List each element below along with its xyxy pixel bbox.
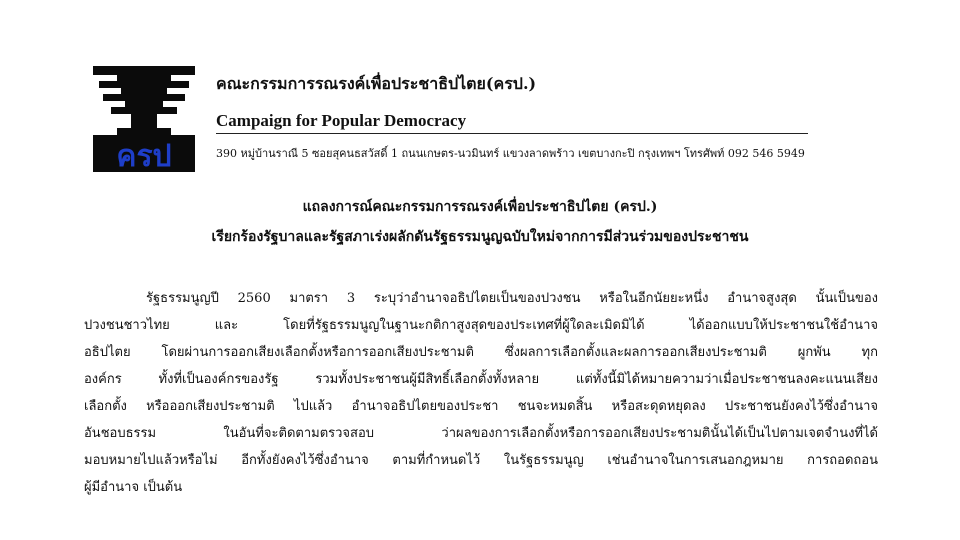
- krp-logo-icon: [93, 66, 195, 172]
- body-line-2: ปวงชนชาวไทย และ โดยที่รัฐธรรมนูญในฐานะกติกาสูงสุดของประเทศที่ผู้ใดละเมิดมิได้ ได้ออกแบบให้ประชาชนใช้อำนาจ: [84, 318, 878, 333]
- org-name-english: Campaign for Popular Democracy: [216, 111, 467, 130]
- body-line-5: เลือกตั้ง หรือออกเสียงประชามติ ไปแล้ว อำนาจอธิปไตยของประชา ชนจะหมดสิ้น หรือสะดุดหยุดลง ประชาชนยังคงไว้ซึ่งอำนาจ: [84, 399, 878, 414]
- body-line-1: รัฐธรรมนูญปี 2560 มาตรา 3 ระบุว่าอำนาจอธิปไตยเป็นของปวงชน หรือในอีกนัยยะหนึ่ง อำนาจสูงสุด นั้นเป็นของ: [146, 291, 878, 306]
- org-name-thai: คณะกรรมการรณรงค์เพื่อประชาธิปไตย(ครป.): [216, 74, 537, 93]
- body-line-7: มอบหมายไปแล้วหรือไม่ อีกทั้งยังคงไว้ซึ่งอำนาจ ตามที่กำหนดไว้ ในรัฐธรรมนูญ เช่นอำนาจในการเสนอกฎหมาย การถอดถอน: [84, 453, 878, 468]
- org-address: 390 หมู่บ้านราณี 5 ซอยสุคนธสวัสดิ์ 1 ถนนเกษตร-นวมินทร์ แขวงลาดพร้าว เขตบางกะปิ กรุงเทพฯ โทรศัพท์ 092 546 5949: [216, 147, 805, 160]
- body-line-4: องค์กร ทั้งที่เป็นองค์กรของรัฐ รวมทั้งประชาชนผู้มีสิทธิ์เลือกตั้งทั้งหลาย แต่ทั้งนี้มิได้หมายความว่าเมื่อประชาชนลงคะแนนเสียง: [84, 372, 878, 387]
- body-line-3: อธิปไตย โดยผ่านการออกเสียงเลือกตั้งหรือการออกเสียงประชามติ ซึ่งผลการเลือกตั้งและผลการออกเสียงประชามติ ผูกพัน ทุก: [84, 345, 878, 360]
- header-divider: [216, 133, 808, 134]
- statement-subtitle: เรียกร้องรัฐบาลและรัฐสภาเร่งผลักดันรัฐธรรมนูญฉบับใหม่จากการมีส่วนร่วมของประชาชน: [211, 229, 749, 245]
- body-line-6: อันชอบธรรม ในอันที่จะติดตามตรวจสอบ ว่าผลของการเลือกตั้งหรือการออกเสียงประชามตินั้นได้เป็นไปตามเจตจำนงที่ได้: [84, 426, 878, 441]
- body-line-8: ผู้มีอำนาจ เป็นต้น: [84, 480, 183, 495]
- statement-title: แถลงการณ์คณะกรรมการรณรงค์เพื่อประชาธิปไตย (ครป.): [302, 199, 658, 215]
- svg-text:ครป: ครป: [116, 139, 172, 172]
